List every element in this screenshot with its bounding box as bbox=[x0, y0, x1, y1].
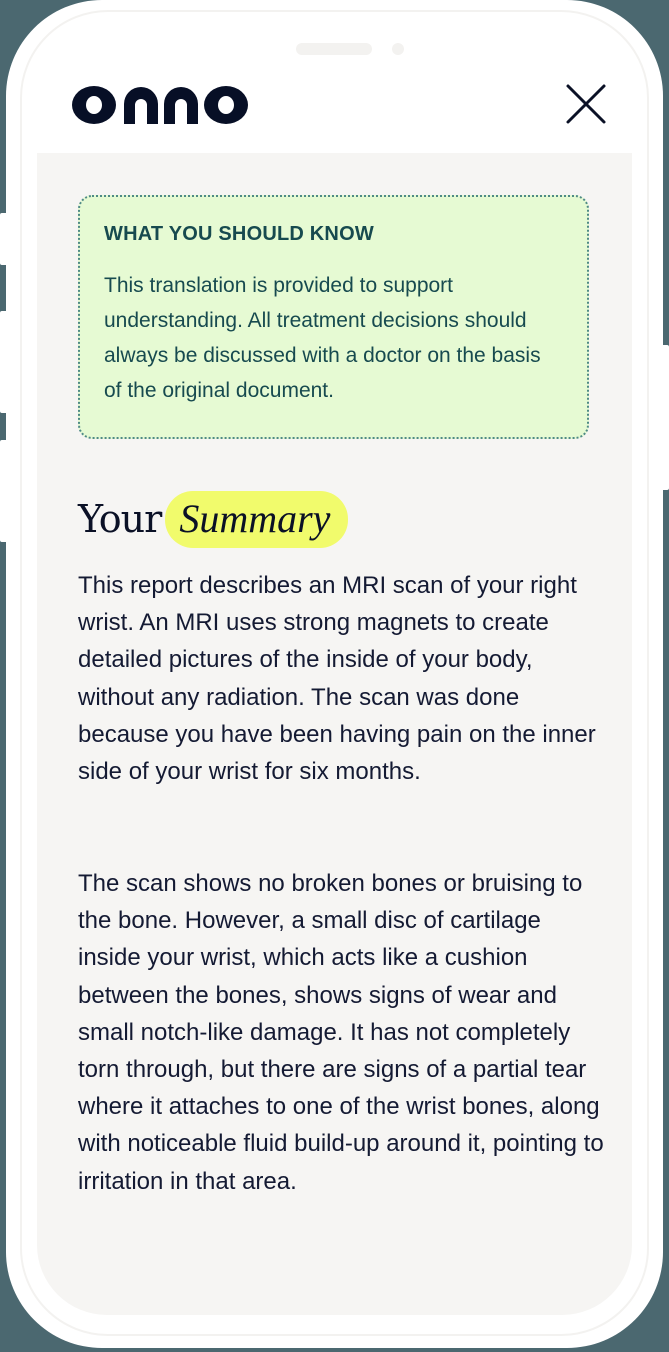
summary-paragraph: This report describes an MRI scan of your right wrist. An MRI uses strong magnets to create detailed pictures of the inside of your body, without any radiation. The scan was done because you have been having pain on the inner side of your wrist for six months. bbox=[78, 572, 596, 786]
notice-body: This translation is provided to support understanding. All treatment decisions should always be discussed with a doctor on the basis of the original document. bbox=[104, 274, 541, 402]
notice-title: WHAT YOU SHOULD KNOW bbox=[104, 223, 374, 245]
onno-logo bbox=[72, 78, 248, 128]
phone-speaker bbox=[296, 43, 372, 55]
close-icon[interactable] bbox=[562, 80, 610, 128]
heading-highlight-text: Summary bbox=[165, 491, 348, 548]
disclaimer-notice bbox=[78, 195, 589, 439]
phone-camera bbox=[392, 43, 404, 55]
content-screen[interactable] bbox=[37, 153, 632, 1315]
phone-frame bbox=[6, 0, 663, 1348]
summary-paragraph: The scan shows no broken bones or bruising to the bone. However, a small disc of cartilage inside your wrist, which acts like a cushion between the bones, shows signs of wear and small notch-like damage. It has not completely torn through, but there are signs of a partial tear where it attaches to one of the wrist bones, along with noticeable fluid build-up around it, pointing to irritation in that area. bbox=[78, 870, 604, 1195]
summary-heading bbox=[78, 489, 348, 549]
heading-plain-text: Your bbox=[78, 497, 162, 541]
